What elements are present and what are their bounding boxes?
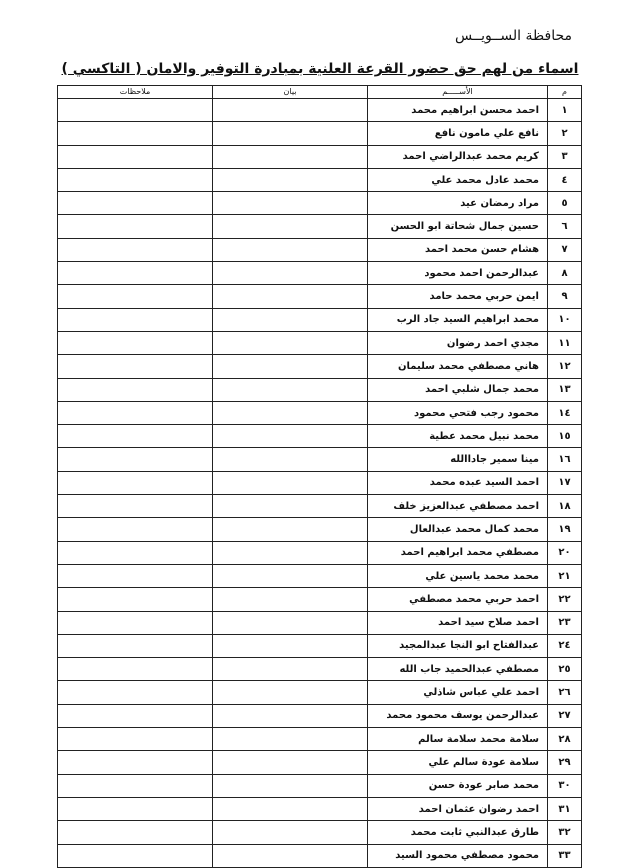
row-name: احمد حربي محمد مصطفي (368, 588, 548, 611)
table-row (58, 99, 582, 122)
table-header-row (58, 86, 582, 99)
row-desc (213, 401, 368, 424)
row-desc (213, 145, 368, 168)
row-desc (213, 262, 368, 285)
table-row (58, 378, 582, 401)
row-name: طارق عبدالنبي ثابت محمد (368, 821, 548, 844)
table-row (58, 751, 582, 774)
row-notes (58, 145, 213, 168)
table-row (58, 448, 582, 471)
row-notes (58, 378, 213, 401)
table-row (58, 681, 582, 704)
row-number: ١٨ (548, 495, 582, 518)
row-number: ٢٧ (548, 704, 582, 727)
row-notes (58, 401, 213, 424)
row-number: ٢٥ (548, 658, 582, 681)
row-desc (213, 774, 368, 797)
row-notes (58, 495, 213, 518)
row-number: ١١ (548, 331, 582, 354)
table-row (58, 425, 582, 448)
row-notes (58, 168, 213, 191)
row-desc (213, 658, 368, 681)
row-desc (213, 495, 368, 518)
row-number: ٢٨ (548, 728, 582, 751)
row-name: سلامة محمد سلامة سالم (368, 728, 548, 751)
row-desc (213, 564, 368, 587)
row-name: احمد مصطفي عبدالعزيز خلف (368, 495, 548, 518)
row-desc (213, 238, 368, 261)
row-notes (58, 192, 213, 215)
row-notes (58, 331, 213, 354)
row-name: مصطفي محمد ابراهيم احمد (368, 541, 548, 564)
row-notes (58, 262, 213, 285)
row-desc (213, 192, 368, 215)
table-row (58, 844, 582, 867)
table-row (58, 658, 582, 681)
row-notes (58, 308, 213, 331)
row-notes (58, 821, 213, 844)
table-row (58, 308, 582, 331)
row-desc (213, 797, 368, 820)
row-number: ٩ (548, 285, 582, 308)
table-row (58, 518, 582, 541)
row-name: محمد كمال محمد عبدالعال (368, 518, 548, 541)
row-number: ١٤ (548, 401, 582, 424)
row-notes (58, 448, 213, 471)
row-desc (213, 588, 368, 611)
row-notes (58, 774, 213, 797)
row-desc (213, 99, 368, 122)
row-name: هشام حسن محمد احمد (368, 238, 548, 261)
row-desc (213, 704, 368, 727)
table-row (58, 728, 582, 751)
row-number: ٢٠ (548, 541, 582, 564)
row-notes (58, 728, 213, 751)
table-row (58, 122, 582, 145)
row-number: ٦ (548, 215, 582, 238)
row-desc (213, 681, 368, 704)
row-desc (213, 634, 368, 657)
row-desc (213, 285, 368, 308)
row-name: محمد عادل محمد علي (368, 168, 548, 191)
table-row (58, 774, 582, 797)
row-name: حسين جمال شحاتة ابو الحسن (368, 215, 548, 238)
row-name: احمد رضوان عثمان احمد (368, 797, 548, 820)
row-name: محمود مصطفي محمود السيد (368, 844, 548, 867)
row-desc (213, 215, 368, 238)
row-number: ٢٣ (548, 611, 582, 634)
table-row (58, 634, 582, 657)
row-name: مينا سمير جاداالله (368, 448, 548, 471)
table-row (58, 797, 582, 820)
row-name: كريم محمد عبدالراضي احمد (368, 145, 548, 168)
row-number: ٥ (548, 192, 582, 215)
table-row (58, 355, 582, 378)
row-name: محمد محمد ياسين علي (368, 564, 548, 587)
governorate-label: محافظة الســويــس (455, 28, 572, 44)
row-name: عبدالرحمن احمد محمود (368, 262, 548, 285)
row-number: ٧ (548, 238, 582, 261)
row-number: ٣٠ (548, 774, 582, 797)
row-name: محمد صابر عودة حسن (368, 774, 548, 797)
row-number: ٣١ (548, 797, 582, 820)
table-body (58, 99, 582, 868)
row-notes (58, 355, 213, 378)
row-desc (213, 355, 368, 378)
row-name: احمد السيد عبده محمد (368, 471, 548, 494)
row-name: سلامة عودة سالم علي (368, 751, 548, 774)
table-row (58, 331, 582, 354)
row-number: ١٠ (548, 308, 582, 331)
table-row (58, 471, 582, 494)
row-notes (58, 238, 213, 261)
row-number: ٤ (548, 168, 582, 191)
row-notes (58, 215, 213, 238)
row-number: ٣٣ (548, 844, 582, 867)
table-row (58, 168, 582, 191)
row-name: محمد نبيل محمد عطية (368, 425, 548, 448)
header-notes: ملاحظات (58, 86, 213, 99)
table-row (58, 145, 582, 168)
row-desc (213, 122, 368, 145)
row-number: ٢٢ (548, 588, 582, 611)
row-number: ٣ (548, 145, 582, 168)
row-name: محمد جمال شلبي احمد (368, 378, 548, 401)
row-number: ١٦ (548, 448, 582, 471)
row-number: ٢٩ (548, 751, 582, 774)
row-desc (213, 821, 368, 844)
row-number: ١٢ (548, 355, 582, 378)
row-number: ٢٦ (548, 681, 582, 704)
row-desc (213, 518, 368, 541)
row-number: ١٩ (548, 518, 582, 541)
row-desc (213, 168, 368, 191)
header-desc: بيان (213, 86, 368, 99)
table-row (58, 285, 582, 308)
row-number: ٢ (548, 122, 582, 145)
row-number: ٢١ (548, 564, 582, 587)
row-desc (213, 448, 368, 471)
row-desc (213, 308, 368, 331)
header-name: الأســـــم (368, 86, 548, 99)
row-number: ١ (548, 99, 582, 122)
row-number: ١٧ (548, 471, 582, 494)
row-notes (58, 518, 213, 541)
row-notes (58, 122, 213, 145)
table-row (58, 495, 582, 518)
row-name: مصطفي عبدالحميد جاب الله (368, 658, 548, 681)
row-name: نافع علي مامون نافع (368, 122, 548, 145)
row-notes (58, 99, 213, 122)
row-notes (58, 471, 213, 494)
table-row (58, 238, 582, 261)
table-row (58, 611, 582, 634)
table-row (58, 588, 582, 611)
row-notes (58, 704, 213, 727)
row-notes (58, 425, 213, 448)
row-desc (213, 331, 368, 354)
row-name: مراد رمضان عيد (368, 192, 548, 215)
row-notes (58, 588, 213, 611)
row-desc (213, 751, 368, 774)
row-name: محمود رجب فتحي محمود (368, 401, 548, 424)
row-notes (58, 681, 213, 704)
table-row (58, 215, 582, 238)
document-title: اسماء من لهم حق حضور القرعة العلنية بمبادرة التوفير والامان ( التاكسي ) (61, 61, 579, 77)
row-name: عبدالفتاح ابو النجا عبدالمجيد (368, 634, 548, 657)
row-desc (213, 844, 368, 867)
row-name: ايمن حربي محمد حامد (368, 285, 548, 308)
table-row (58, 192, 582, 215)
row-desc (213, 425, 368, 448)
row-notes (58, 634, 213, 657)
row-number: ٨ (548, 262, 582, 285)
row-desc (213, 541, 368, 564)
row-number: ٣٢ (548, 821, 582, 844)
table-row (58, 541, 582, 564)
names-table (57, 85, 582, 868)
row-name: احمد علي عباس شاذلي (368, 681, 548, 704)
row-notes (58, 564, 213, 587)
row-notes (58, 751, 213, 774)
table-row (58, 262, 582, 285)
row-number: ١٣ (548, 378, 582, 401)
header-num: م (548, 86, 582, 99)
row-number: ١٥ (548, 425, 582, 448)
row-name: عبدالرحمن يوسف محمود محمد (368, 704, 548, 727)
row-name: مجدي احمد رضوان (368, 331, 548, 354)
row-notes (58, 797, 213, 820)
row-number: ٢٤ (548, 634, 582, 657)
row-name: هاني مصطفي محمد سليمان (368, 355, 548, 378)
row-desc (213, 378, 368, 401)
row-notes (58, 541, 213, 564)
row-name: محمد ابراهيم السيد جاد الرب (368, 308, 548, 331)
row-notes (58, 285, 213, 308)
table-row (58, 821, 582, 844)
table-row (58, 564, 582, 587)
row-notes (58, 658, 213, 681)
row-name: احمد محسن ابراهيم محمد (368, 99, 548, 122)
table-row (58, 704, 582, 727)
row-notes (58, 844, 213, 867)
row-name: احمد صلاح سيد احمد (368, 611, 548, 634)
row-desc (213, 471, 368, 494)
row-desc (213, 611, 368, 634)
row-desc (213, 728, 368, 751)
table-row (58, 401, 582, 424)
row-notes (58, 611, 213, 634)
